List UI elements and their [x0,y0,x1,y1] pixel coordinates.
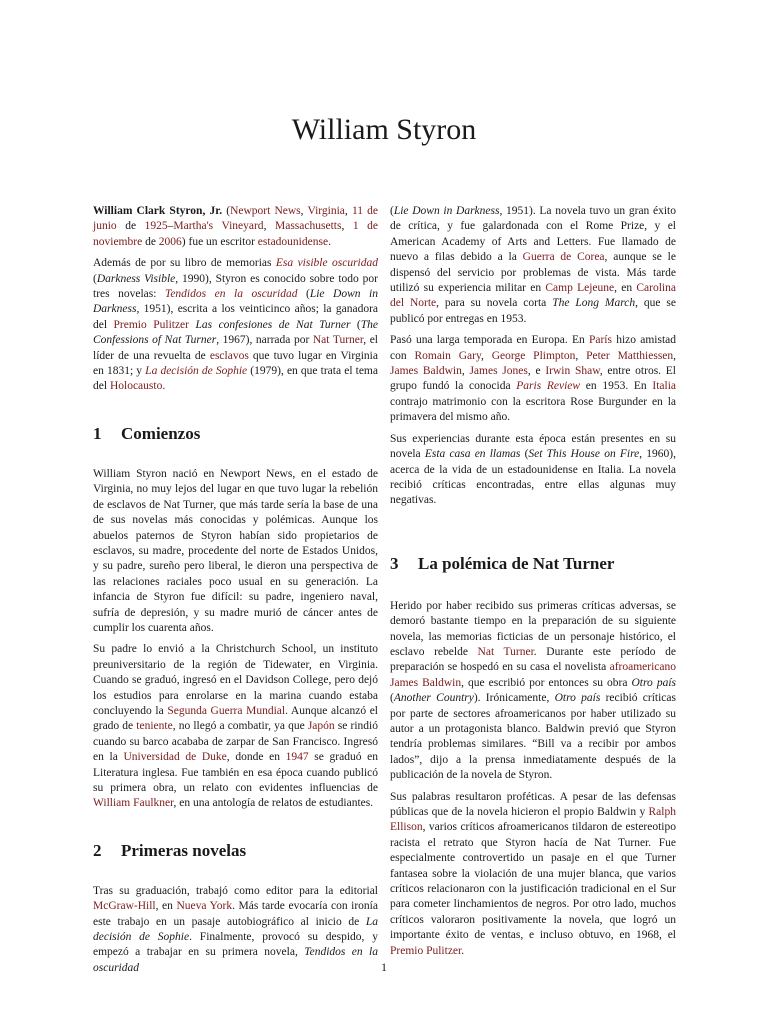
link-universidad-de-duke[interactable]: Universidad de Duke [123,751,227,764]
text: , [575,349,587,362]
text: – [167,220,174,233]
text: de [116,220,145,233]
text: ( [390,692,394,705]
link-irwin-shaw[interactable]: Irwin Shaw [545,365,600,378]
polemica-paragraph-1 [390,599,676,784]
text: contrajo matrimonio con la escritora Rose Burgunder en la primavera del mismo año. [390,395,676,424]
text: , 1951). La novela tuvo un gran éxito de crítica, y fue galardonada con el Rome Prize, y el American Academy of Arts and Letters. Fue llamado de nuevo a filas debido a la [390,205,676,264]
link-italia[interactable]: Italia [652,380,677,393]
text: Sus palabras resultaron proféticas. A pesar de las defensas públicas que de la novela hicieron el propio Baldwin y [390,790,676,818]
section-number: 2 [93,840,102,860]
text: se graduó en Literatura inglesa. Fue también en esa época cuando publicó su primera obra, un relato con evidentes influencias de [93,751,378,794]
link-estadounidense[interactable]: estadounidense [257,235,329,248]
link-george-plimpton[interactable]: George Plimpton [491,349,576,362]
link-paris-review[interactable]: Paris Review [516,380,581,393]
text: Herido por haber recibido sus primeras críticas adversas, se demoró bastante tiempo en la preparación de su siguiente novela, las memorias ficticias de un personaje histórico, el esclavo rebelde [390,599,676,658]
link-massachusetts[interactable]: Massachusetts [275,220,342,233]
text: . Finalmente, provocó su despido, y empezó a trabajar en su primera novela, [93,931,378,959]
link-mcgraw-hill[interactable]: McGraw-Hill [93,900,156,913]
left-column [93,204,378,976]
text: . Más tarde evocaría con ironía este trabajo en un pasaje autobiográfico al inicio de [93,900,378,928]
text: Su padre lo envió a la Christchurch School, un instituto preuniversitario de la región de Tidewater, en Virginia. Cuando se graduó, ingresó en el Davidson College, pero dejó los estudios para enrolarse en la marina cuando estaba concluyendo la [93,643,378,717]
link-marthas-vineyard[interactable]: Martha's Vineyard [173,220,264,233]
text: , para su novela corta [436,297,553,310]
text: , que se publicó por entregas en 1953. [390,297,676,325]
page-number: 1 [381,960,387,974]
text: , [344,205,352,217]
italic-title: Otro país [554,692,601,705]
text: ( [297,288,310,301]
text: , que escribió por entonces su obra [461,676,632,689]
text: . [328,235,331,248]
text: recibió críticas por parte de sectores afroamericanos por haber utilizado su autor a un protagonista blanco. Baldwin previó que Styron tendría problemas similares. “Bill va a recibir por ambos lados”, dijo a la prensa inmediatamente después de la publicación de la novela de Styron. [390,692,676,782]
link-james-baldwin-2[interactable]: James Baldwin [390,676,462,689]
text: , donde en [226,751,286,764]
link-esclavos[interactable]: esclavos [209,349,249,362]
italic-title: Lie Down in Darkness [393,205,500,217]
text: Pasó una larga temporada en Europa. En [390,334,589,347]
link-japon[interactable]: Japón [307,720,335,733]
comienzos-paragraph-1: William Styron nació en Newport News, en el estado de Virginia, no muy lejos del lugar en que tuvo lugar la rebelión de esclavos de Nat Turner, que más tarde sería la base de una de sus novelas más conocidas y polémicas. Aunque los abuelos paternos de Styron habían sido propietarios de esclavos, su madre, procedente del norte de Estados Unidos, y su padre, sureño pero liberal, le dieron una perspectiva de las relaciones raciales poco usual en su generación. La infancia de Styron fue difícil: su padre, ingeniero naval, sufría de depresión, y su madre murió de cáncer antes de cumplir los cuarenta años. [93,467,378,634]
section-number: 1 [93,423,102,443]
link-1925[interactable]: 1925 [144,220,168,233]
link-1-de-noviembre[interactable]: 1 de noviembre [93,220,379,248]
link-romain-gary[interactable]: Romain Gary [414,349,481,362]
section-title: Comienzos [121,423,201,443]
text: , entre otros. El grupo fundó la conocida [390,365,677,393]
text: , [341,220,353,233]
link-newport-news[interactable]: Newport News [230,205,301,217]
italic-title: Another Country [393,692,474,705]
polemica-paragraph-2 [390,790,676,959]
text: se rindió cuando su barco acababa de zarpar de San Francisco. Ingresó en la [93,720,378,764]
link-holocausto[interactable]: Holocausto [109,380,163,393]
link-paris[interactable]: París [588,334,612,347]
text: , 1990), Styron es conocido sobre todo por tres novelas: [93,272,379,301]
text: , e [527,365,546,378]
page-title: William Styron [291,113,477,146]
link-ralph-ellison[interactable]: Ralph Ellison [390,806,676,834]
link-segunda-guerra-mundial[interactable]: Segunda Guerra Mundial [167,704,286,717]
link-tendidos-en-la-oscuridad[interactable]: Tendidos en la oscuridad [164,288,298,301]
intro-paragraph-2 [93,256,378,395]
text: Además de por su libro de memorias [93,257,276,270]
primeras-paragraph-3 [390,432,676,509]
section-title: La polémica de Nat Turner [418,553,615,573]
link-esa-visible-oscuridad[interactable]: Esa visible oscuridad [275,257,378,270]
text: , en [155,900,177,913]
text: ( [390,205,394,217]
link-1947[interactable]: 1947 [285,751,309,764]
text: que tuvo lugar en Virginia en 1831; y [93,349,378,378]
italic-title: Esta casa en llamas [424,448,521,461]
text: , 1960), acerca de la vida de un estadounidense en Italia. La novela recibió críticas encontradas, entre ellas algunas muy negativas. [390,448,676,507]
italic-title: The Long March [552,297,636,310]
text: . Durante este período de preparación se hospedó en su casa el novelista [390,645,676,674]
text: , [300,205,308,217]
text: hizo amistad con [390,334,676,362]
text: . [162,380,166,393]
text: , [461,365,470,378]
text: ( [350,318,361,331]
link-premio-pulitzer[interactable]: Premio Pulitzer [113,318,189,331]
text: , [673,349,677,362]
text: , el líder de una revuelta de [93,334,378,362]
text: (1979), en que trata el tema del [93,365,378,393]
link-nueva-york[interactable]: Nueva York [176,900,233,913]
section-heading-comienzos [93,423,378,445]
primeras-paragraph-2 [390,333,676,425]
text: Tras su graduación, trabajó como editor para la editorial [93,884,378,897]
right-column [390,204,676,965]
section-heading-la-polemica [390,553,676,575]
text: , [263,220,275,233]
text: . Aunque alcanzó el grado de [93,704,378,733]
text: ). Irónicamente, [473,692,555,705]
link-11-de-junio[interactable]: 11 de junio [93,205,378,233]
text: , [480,349,492,362]
link-2006[interactable]: 2006 [158,235,182,248]
italic-title: Tendidos en la oscuridad [93,946,378,974]
italic-title: Otro país [631,676,677,689]
link-peter-matthiessen[interactable]: Peter Matthiessen [586,349,674,362]
link-camp-lejeune[interactable]: Camp Lejeune [545,282,615,295]
subject-name: William Clark Styron, Jr. [93,205,223,217]
italic-title: La decisión de Sophie [93,915,378,944]
text: Sus experiencias durante esta época están presentes en su novela [390,432,676,461]
link-virginia[interactable]: Virginia [307,205,345,217]
italic-title: Darkness Visible [96,272,176,285]
text: , aunque se le dispensó del servicio por problemas de vista. Más tarde utilizó su experiencia militar en [390,251,676,295]
text: ( [222,205,231,217]
link-premio-pulitzer-2[interactable]: Premio Pulitzer [390,944,462,957]
text: ( [93,272,97,285]
intro-paragraph-1 [93,204,378,250]
link-james-baldwin[interactable]: James Baldwin [390,365,462,378]
italic-title: Las confesiones de Nat Turner [195,318,351,331]
text: , en [614,282,637,295]
italic-title: Set This House on Fire [528,448,640,461]
text: . [461,944,465,957]
text: , no llegó a combatir, ya que [172,720,308,733]
text: ) fue un escritor [181,235,258,248]
link-james-jones[interactable]: James Jones [469,365,528,378]
link-afroamericano[interactable]: afroamericano [609,661,676,674]
text: ( [520,448,529,461]
link-la-decision-de-sophie[interactable]: La decisión de Sophie [145,365,248,378]
italic-title: Lie Down in Darkness [93,288,378,316]
link-william-faulkner[interactable]: William Faulkner [93,797,174,810]
link-teniente[interactable]: teniente [136,720,173,733]
text: de [142,235,159,248]
text: , varios críticos afroamericanos tildaron de estereotipo racista el retrato que Styron hacía de Nat Turner. Fue especialmente controvertido un pasaje en el que Turner fantasea sobre la violación de una mujer blanca, que varios críticos relacionaron con la justificación tradicional en el Sur para cometer linchamientos de negros. Por otro lado, muchos críticos valoraron positivamente la novela, que logró un importante éxito de ventas, e incluso obtuvo, en 1968, el [390,821,676,942]
section-number: 3 [390,553,399,573]
text: en 1953. En [580,380,653,393]
text: , 1951), escrita a los veinticinco años; la ganadora del [93,303,378,331]
link-guerra-de-corea[interactable]: Guerra de Corea [522,251,605,264]
text: , 1967), narrada por [216,334,313,347]
section-heading-primeras-novelas [93,840,378,862]
link-nat-turner[interactable]: Nat Turner [312,334,364,347]
link-nat-turner-2[interactable]: Nat Turner [477,645,534,658]
primeras-paragraph-1-continued [390,204,676,327]
link-carolina-del-norte[interactable]: Carolina del Norte [390,282,676,310]
comienzos-paragraph-2 [93,642,378,811]
text: , en una antología de relatos de estudiantes. [173,797,374,810]
italic-title: The Confessions of Nat Turner [93,318,378,347]
section-title: Primeras novelas [121,840,247,860]
